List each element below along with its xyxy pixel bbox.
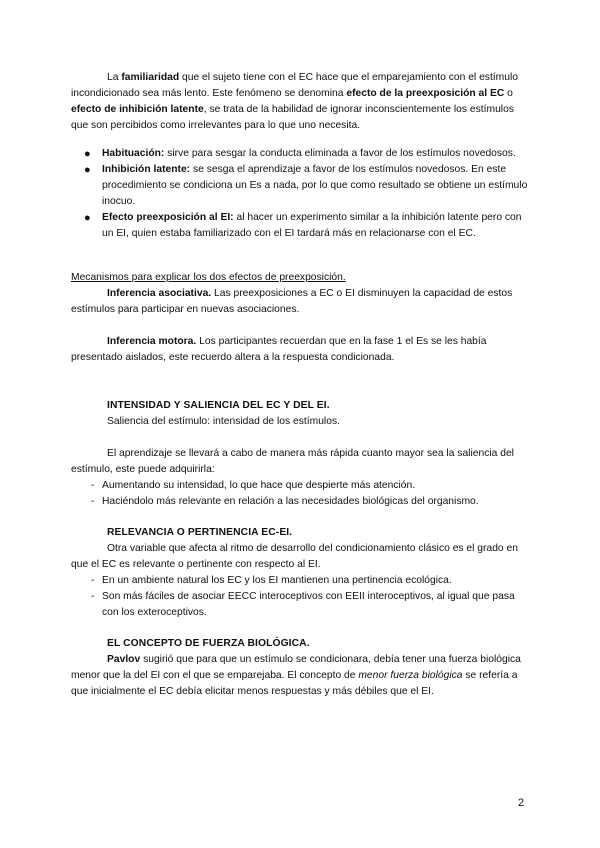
italic-term: menor fuerza biológica — [358, 670, 463, 681]
text: sirve para sesgar la conducta eliminada a favor de los estímulos novedosos. — [164, 148, 516, 159]
text: o — [504, 88, 513, 99]
text: Haciéndolo más relevante en relación a las necesidades biológicas del organismo. — [102, 496, 479, 507]
list-item — [71, 589, 531, 621]
bold-term: efecto de la preexposición al EC — [346, 88, 505, 99]
text: que el sujeto tiene con el EC hace que el emparejamiento con el estímulo incondicionado sea más lento. Este fenómeno se denomina — [71, 72, 518, 99]
document-page — [71, 70, 531, 700]
text: La — [107, 72, 122, 83]
bullet-icon: ● — [84, 148, 91, 160]
paragraph-familiaridad — [71, 70, 531, 134]
paragraph-relevancia: Otra variable que afecta al ritmo de desarrollo del condicionamiento clásico es el grado en que el EC es relevante o pertinente con respecto al EI. — [71, 543, 518, 570]
text: Son más fáciles de asociar EECC interoceptivos con EEII interoceptivos, al igual que pasa con los exteroceptivos. — [102, 591, 515, 618]
dash-icon: - — [91, 496, 95, 507]
bullet-icon: ● — [84, 164, 91, 176]
bullet-list — [71, 146, 531, 242]
dash-icon: - — [91, 575, 95, 586]
list-item — [71, 146, 531, 162]
text: se refería a que inicialmente el EC debía elicitar menos respuestas y más débiles que el EI. — [71, 670, 518, 697]
heading-intensidad: INTENSIDAD Y SALIENCIA DEL EC Y DEL EI. — [107, 400, 330, 411]
dash-icon: - — [91, 591, 95, 602]
section-title-mechanisms: Mecanismos para explicar los dos efectos de preexposición. — [71, 272, 346, 283]
text: Los participantes recuerdan que en la fase 1 el Es se les había presentado aislados, este recuerdo altera a la respuesta condicionada. — [71, 336, 487, 363]
subtitle-saliencia: Saliencia del estímulo: intensidad de los estímulos. — [107, 416, 340, 427]
bold-term: efecto de inhibición latente — [71, 104, 204, 115]
heading-fuerza-biologica: EL CONCEPTO DE FUERZA BIOLÓGICA. — [107, 638, 310, 649]
paragraph-aprendizaje: El aprendizaje se llevará a cabo de manera más rápida cuanto mayor sea la saliencia del estímulo, este puede adquirirla: — [71, 448, 514, 475]
bold-term: Pavlov — [107, 654, 141, 665]
text: Las preexposiciones a EC o EI disminuyen la capacidad de estos estímulos para participar en nuevas asociaciones. — [71, 288, 513, 315]
text: se sesga el aprendizaje a favor de los estímulos novedosos. En este procedimiento se condiciona un Es a nada, por lo que como resultado se obtiene un estímulo inocuo. — [102, 164, 528, 207]
text: al hacer un experimento similar a la inhibición latente pero con un EI, quien estaba familiarizado con el EI tardará más en relacionarse con el EC. — [102, 212, 522, 239]
list-item — [71, 210, 531, 242]
dash-list — [71, 573, 531, 621]
bold-term: Efecto preexposición al EI: — [102, 212, 234, 223]
bold-term: Inferencia motora. — [107, 336, 197, 347]
text: En un ambiente natural los EC y los EI mantienen una pertinencia ecológica. — [102, 575, 452, 586]
paragraph-fuerza — [71, 652, 531, 700]
list-item — [71, 573, 531, 589]
bullet-icon: ● — [84, 212, 91, 224]
page-number: 2 — [518, 797, 525, 809]
text: , se trata de la habilidad de ignorar inconscientemente los estímulos que son percibidos como irrelevantes para lo que uno necesita. — [71, 104, 514, 131]
bold-term: Habituación: — [102, 148, 165, 159]
dash-icon: - — [91, 480, 95, 491]
bold-term: Inhibición latente: — [102, 164, 191, 175]
dash-list — [71, 478, 531, 510]
list-item — [71, 494, 531, 510]
heading-relevancia: RELEVANCIA O PERTINENCIA EC-EI. — [107, 527, 293, 538]
bold-term: Inferencia asociativa. — [107, 288, 212, 299]
paragraph-inferencia-motora — [71, 334, 531, 366]
list-item — [71, 162, 531, 210]
text: sugirió que para que un estímulo se condicionara, debía tener una fuerza biológica menor que la del EI con el que se emparejaba. El concepto de — [71, 654, 521, 681]
text: Aumentando su intensidad, lo que hace que despierte más atención. — [102, 480, 416, 491]
bold-term: familiaridad — [121, 72, 180, 83]
list-item — [71, 478, 531, 494]
paragraph-inferencia-asociativa — [71, 286, 531, 318]
